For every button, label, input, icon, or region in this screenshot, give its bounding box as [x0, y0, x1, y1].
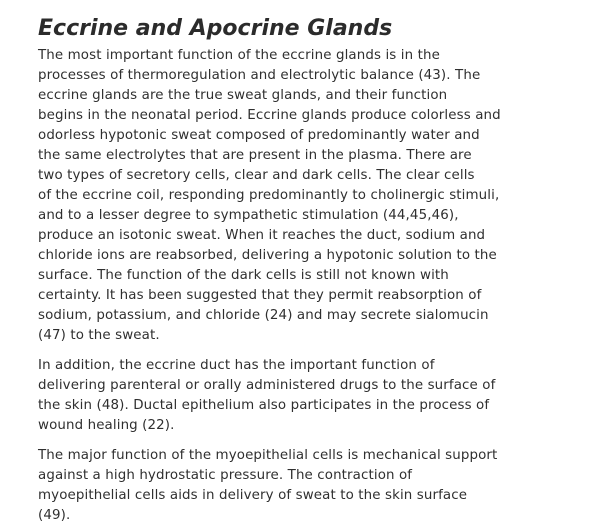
text-line: wound healing (22).: [38, 418, 175, 433]
document-page: [38, 14, 558, 526]
text-line: the same electrolytes that are present in the plasma. There are: [38, 148, 472, 163]
text-line: the skin (48). Ductal epithelium also participates in the process of: [38, 398, 490, 413]
text-line: The most important function of the eccrine glands is in the: [38, 48, 440, 63]
text-line: of the eccrine coil, responding predominantly to cholinergic stimuli,: [38, 188, 500, 203]
text-line: two types of secretory cells, clear and dark cells. The clear cells: [38, 168, 475, 183]
text-line: The major function of the myoepithelial cells is mechanical support: [38, 448, 498, 463]
text-line: (47) to the sweat.: [38, 328, 160, 343]
text-line: surface. The function of the dark cells is still not known with: [38, 268, 449, 283]
text-line: In addition, the eccrine duct has the important function of: [38, 358, 435, 373]
text-line: against a high hydrostatic pressure. The contraction of: [38, 468, 413, 483]
text-line: odorless hypotonic sweat composed of predominantly water and: [38, 128, 480, 143]
text-line: chloride ions are reabsorbed, delivering a hypotonic solution to the: [38, 248, 497, 263]
paragraph-eccrine-function: [38, 46, 558, 346]
text-line: eccrine glands are the true sweat glands, and their function: [38, 88, 448, 103]
text-line: (49).: [38, 508, 71, 523]
text-line: myoepithelial cells aids in delivery of sweat to the skin surface: [38, 488, 468, 503]
section-heading: Eccrine and Apocrine Glands: [38, 16, 393, 41]
text-line: and to a lesser degree to sympathetic stimulation (44,45,46),: [38, 208, 459, 223]
text-line: certainty. It has been suggested that they permit reabsorption of: [38, 288, 482, 303]
text-line: begins in the neonatal period. Eccrine glands produce colorless and: [38, 108, 501, 123]
paragraph-eccrine-duct: [38, 356, 558, 436]
text-line: sodium, potassium, and chloride (24) and may secrete sialomucin: [38, 308, 489, 323]
paragraph-myoepithelial-cells: [38, 446, 558, 526]
text-line: delivering parenteral or orally administered drugs to the surface of: [38, 378, 496, 393]
text-line: processes of thermoregulation and electrolytic balance (43). The: [38, 68, 481, 83]
text-line: produce an isotonic sweat. When it reaches the duct, sodium and: [38, 228, 486, 243]
